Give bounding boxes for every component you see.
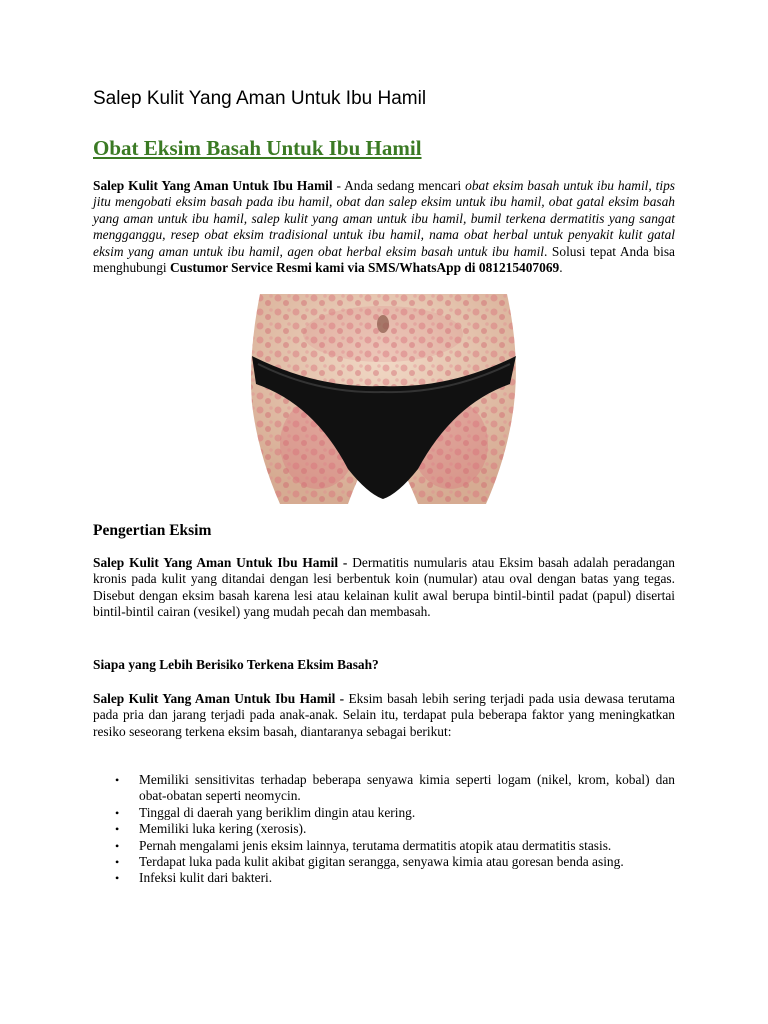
bullet-icon: •: [115, 838, 120, 853]
intro-contact: Custumor Service Resmi kami via SMS/WhatsApp di 081215407069: [170, 260, 560, 276]
list-item: [93, 821, 675, 837]
section-heading-risk: Siapa yang Lebih Berisiko Terkena Eksim Basah?: [93, 657, 379, 672]
section2-bold-lead: Salep Kulit Yang Aman Untuk Ibu Hamil -: [93, 691, 349, 706]
bullet-icon: •: [115, 805, 120, 820]
intro-paragraph: [93, 178, 675, 276]
list-item-text: Pernah mengalami jenis eksim lainnya, terutama dermatitis atopik atau dermatitis stasis.: [139, 837, 612, 853]
list-item-text: Infeksi kulit dari bakteri.: [139, 870, 273, 886]
list-item-text: Memiliki luka kering (xerosis).: [139, 821, 307, 837]
section2-text: Eksim basah lebih sering terjadi pada usia dewasa terutama pada pria dan jarang terjadi pada anak-anak. Selain itu, terdapat pula beberapa faktor yang meningkatkan resiko seseorang terkena eksim basah, diantaranya sebagai berikut:: [93, 691, 675, 739]
list-item: [93, 772, 675, 805]
bullet-icon: •: [115, 822, 120, 837]
list-item-text: Tinggal di daerah yang beriklim dingin atau kering.: [139, 804, 416, 820]
list-item: [93, 854, 675, 870]
risk-factor-list: [93, 772, 675, 887]
list-item-text: Terdapat luka pada kulit akibat gigitan serangga, senyawa kimia atau goresan benda asing.: [139, 854, 624, 870]
intro-lead-sep: - Anda sedang mencari: [332, 178, 466, 193]
list-item-text: Memiliki sensitivitas terhadap beberapa senyawa kimia seperti logam (nikel, krom, kobal) dan obat-obatan seperti neomycin.: [139, 772, 675, 804]
bullet-icon: •: [115, 773, 120, 787]
intro-bold-lead: Salep Kulit Yang Aman Untuk Ibu Hamil: [93, 178, 333, 193]
intro-keywords: obat eksim basah untuk ibu hamil, tips jitu mengobati eksim basah pada ibu hamil, obat dan salep eksim untuk ibu hamil, obat gatal eksim basah yang aman untuk ibu hamil, salep kulit yang aman untuk ibu hamil, bumil terkena dermatitis yang sangat mengganggu, resep obat eksim tradisional untuk ibu hamil, nama obat herbal untuk penyakit kulit gatal eksim yang aman untuk ibu hamil, agen obat herbal eksim basah untuk ibu hamil: [93, 178, 675, 259]
list-item: [93, 870, 675, 886]
section1-paragraph: [93, 555, 675, 621]
bullet-icon: •: [115, 871, 120, 886]
section2-paragraph: [93, 691, 675, 740]
eczema-photo: [238, 294, 529, 504]
section-heading-pengertian: Pengertian Eksim: [93, 522, 212, 539]
section1-bold-lead: Salep Kulit Yang Aman Untuk Ibu Hamil -: [93, 555, 353, 570]
document-subtitle[interactable]: Obat Eksim Basah Untuk Ibu Hamil: [93, 136, 422, 160]
list-item: [93, 838, 675, 854]
eczema-photo-illustration: [238, 294, 529, 504]
intro-after-keywords: . Solusi tepat Anda bisa menghubungi: [93, 243, 675, 276]
section1-text: Dermatitis numularis atau Eksim basah adalah peradangan kronis pada kulit yang ditandai dengan lesi berbentuk koin (numular) atau oval dengan batas yang tegas. Disebut dengan eksim basah karena lesi atau kelainan kulit awal berupa bintil-bintil padat (papul) disertai bintil-bintil cairan (vesikel) yang mudah pecah dan membasah.: [93, 555, 675, 620]
list-item: [93, 805, 675, 821]
document-title: Salep Kulit Yang Aman Untuk Ibu Hamil: [93, 88, 427, 109]
intro-end: .: [559, 260, 563, 276]
bullet-icon: •: [115, 855, 120, 870]
